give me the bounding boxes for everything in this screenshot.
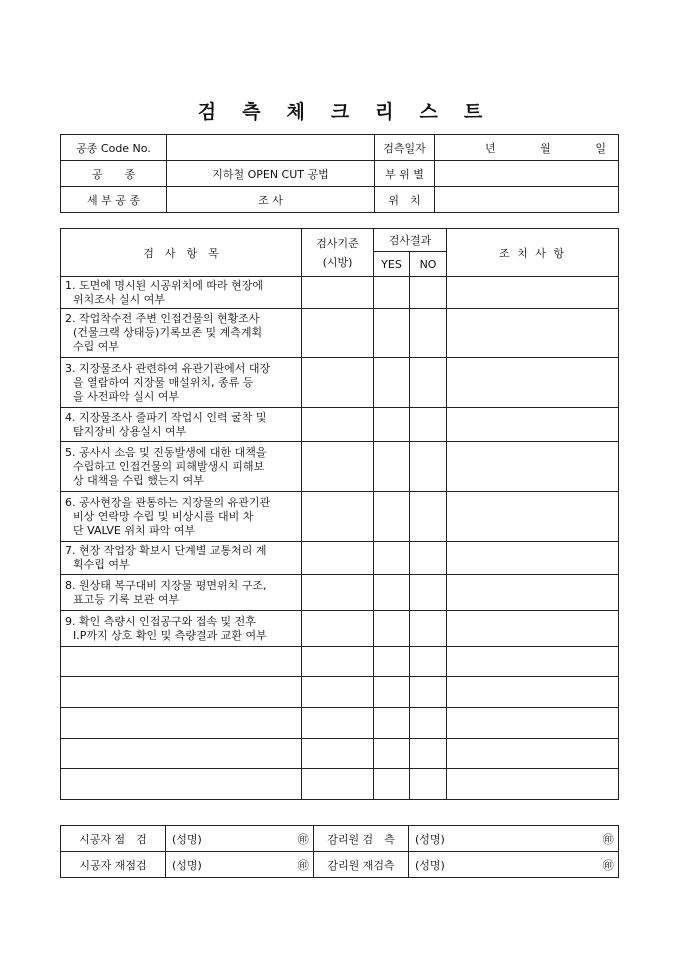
no-cell[interactable]	[410, 739, 447, 769]
no-cell[interactable]	[410, 611, 447, 647]
contractor-reinspect-label: 시공자 재점검	[61, 852, 166, 878]
supervisor-reinspect-sign[interactable]	[409, 852, 599, 878]
inspect-date-label: 검측일자	[375, 135, 435, 161]
no-cell[interactable]	[410, 408, 447, 442]
title-char: 트	[463, 101, 483, 123]
standard-cell[interactable]	[302, 739, 374, 769]
standard-cell[interactable]	[302, 358, 374, 408]
action-cell[interactable]	[447, 739, 619, 769]
date-month: 월	[540, 141, 551, 155]
yes-cell[interactable]	[374, 611, 410, 647]
yes-cell[interactable]	[374, 277, 410, 309]
position-label: 위 치	[375, 187, 435, 213]
checklist-item	[61, 611, 302, 647]
action-cell[interactable]	[447, 358, 619, 408]
work-code-label: 공종 Code No.	[61, 135, 167, 161]
checklist-item	[61, 442, 302, 492]
standard-cell[interactable]	[302, 277, 374, 309]
seal-icon: ㊞	[599, 826, 619, 852]
item-line: 을 열람하여 지장물 매설위치, 종류 등	[73, 375, 254, 389]
location-value[interactable]	[435, 161, 619, 187]
blank-item-cell[interactable]	[61, 739, 302, 769]
signature-table	[60, 825, 619, 878]
seal-icon: ㊞	[294, 852, 314, 878]
item-line: 2. 작업착수전 주변 인접건물의 현황조사	[65, 312, 260, 325]
title-char: 크	[330, 101, 350, 123]
sign-label: (성명)	[172, 858, 202, 872]
no-cell[interactable]	[410, 708, 447, 739]
yes-cell[interactable]	[374, 739, 410, 769]
date-year: 년	[485, 141, 496, 155]
checklist-item	[61, 408, 302, 442]
item-line: 비상 연락망 수립 및 비상시를 대비 차	[73, 509, 254, 523]
item-line: 수립하고 인접건물의 피해발생시 피해보	[73, 459, 265, 473]
date-day: 일	[595, 141, 606, 155]
yes-cell[interactable]	[374, 309, 410, 358]
sign-label: (성명)	[415, 832, 445, 846]
col-yes-header: YES	[374, 252, 410, 277]
checklist-item	[61, 277, 302, 309]
item-line: 표고등 기록 보관 여부	[73, 592, 180, 606]
item-line: 9. 확인 측량시 인접공구와 접속 및 전후	[65, 614, 256, 628]
supervisor-inspect-sign[interactable]	[409, 826, 599, 852]
item-line: 8. 원상태 복구대비 지장물 평면위치 구조,	[65, 578, 267, 592]
seal-icon: ㊞	[599, 852, 619, 878]
action-cell[interactable]	[447, 575, 619, 611]
checklist-item	[61, 542, 302, 575]
yes-cell[interactable]	[374, 769, 410, 800]
blank-item-cell[interactable]	[61, 677, 302, 708]
sign-label: (성명)	[172, 832, 202, 846]
col-result-header: 검사결과	[374, 229, 447, 252]
no-cell[interactable]	[410, 575, 447, 611]
standard-cell[interactable]	[302, 309, 374, 358]
no-cell[interactable]	[410, 442, 447, 492]
action-cell[interactable]	[447, 647, 619, 677]
action-cell[interactable]	[447, 611, 619, 647]
standard-cell[interactable]	[302, 708, 374, 739]
checklist-item	[61, 358, 302, 408]
supervisor-reinspect-label: 감리원 재검측	[314, 852, 409, 878]
checklist-item	[61, 309, 302, 358]
col-no-header: NO	[410, 252, 447, 277]
checklist-item	[61, 492, 302, 542]
standard-cell[interactable]	[302, 492, 374, 542]
title-char: 리	[375, 101, 394, 123]
item-line: 1. 도면에 명시된 시공위치에 따라 현장에	[65, 278, 263, 292]
action-cell[interactable]	[447, 769, 619, 800]
standard-cell[interactable]	[302, 542, 374, 575]
standard-cell[interactable]	[302, 408, 374, 442]
standard-cell[interactable]	[302, 677, 374, 708]
work-type-label: 공 종	[61, 161, 167, 187]
yes-cell[interactable]	[374, 358, 410, 408]
item-line: 을 사전파악 실시 여부	[73, 389, 180, 403]
work-code-value[interactable]	[167, 135, 375, 161]
blank-item-cell[interactable]	[61, 708, 302, 739]
no-cell[interactable]	[410, 358, 447, 408]
action-cell[interactable]	[447, 309, 619, 358]
position-value[interactable]	[435, 187, 619, 213]
contractor-reinspect-sign[interactable]	[166, 852, 294, 878]
yes-cell[interactable]	[374, 647, 410, 677]
contractor-inspect-sign[interactable]	[166, 826, 294, 852]
col-standard-line2: (시방)	[322, 255, 353, 269]
title-char: 측	[242, 101, 261, 123]
checklist-item	[61, 575, 302, 611]
no-cell[interactable]	[410, 309, 447, 358]
standard-cell[interactable]	[302, 611, 374, 647]
item-line: 5. 공사시 소음 및 진동발생에 대한 대책을	[65, 445, 267, 459]
seal-icon: ㊞	[294, 826, 314, 852]
col-standard-line1: 검사기준	[316, 236, 359, 250]
col-standard-header	[302, 229, 374, 277]
no-cell[interactable]	[410, 677, 447, 708]
blank-item-cell[interactable]	[61, 769, 302, 800]
sign-label: (성명)	[415, 858, 445, 872]
yes-cell[interactable]	[374, 542, 410, 575]
yes-cell[interactable]	[374, 442, 410, 492]
checklist-table	[60, 228, 619, 800]
blank-item-cell[interactable]	[61, 647, 302, 677]
col-item-header: 검 사 항 목	[61, 229, 302, 277]
inspect-date-value[interactable]	[435, 135, 619, 161]
action-cell[interactable]	[447, 442, 619, 492]
item-line: 획수립 여부	[73, 558, 130, 571]
no-cell[interactable]	[410, 277, 447, 309]
title-char: 검	[197, 101, 217, 123]
standard-cell[interactable]	[302, 769, 374, 800]
action-cell[interactable]	[447, 492, 619, 542]
standard-cell[interactable]	[302, 647, 374, 677]
no-cell[interactable]	[410, 769, 447, 800]
location-label: 부 위 별	[375, 161, 435, 187]
item-line: 위치조사 실시 여부	[73, 292, 166, 306]
item-line: 탐지장비 상용실시 여부	[73, 424, 187, 438]
action-cell[interactable]	[447, 708, 619, 739]
action-cell[interactable]	[447, 277, 619, 309]
page-title	[0, 97, 680, 124]
yes-cell[interactable]	[374, 408, 410, 442]
contractor-inspect-label: 시공자 점 검	[61, 826, 166, 852]
standard-cell[interactable]	[302, 442, 374, 492]
action-cell[interactable]	[447, 677, 619, 708]
no-cell[interactable]	[410, 647, 447, 677]
title-char: 체	[286, 101, 305, 123]
detail-label: 세 부 공 종	[61, 187, 167, 213]
item-line: (건물크랙 상태등)기록보존 및 계측계획	[73, 326, 263, 339]
item-line: 단 VALVE 위치 파악 여부	[73, 523, 196, 537]
title-char: 스	[419, 101, 438, 123]
action-cell[interactable]	[447, 408, 619, 442]
yes-cell[interactable]	[374, 677, 410, 708]
work-type-value[interactable]: 지하철 OPEN CUT 공법	[167, 161, 375, 187]
no-cell[interactable]	[410, 542, 447, 575]
detail-value[interactable]: 조 사	[167, 187, 375, 213]
action-cell[interactable]	[447, 542, 619, 575]
item-line: I.P까지 상호 확인 및 측량결과 교환 여부	[73, 628, 267, 642]
item-line: 4. 지장물조사 줄파기 작업시 인력 굴착 및	[65, 410, 267, 424]
yes-cell[interactable]	[374, 708, 410, 739]
col-action-header: 조 치 사 항	[447, 229, 619, 277]
item-line: 6. 공사현장을 관통하는 지장물의 유관기관	[65, 495, 271, 509]
yes-cell[interactable]	[374, 575, 410, 611]
yes-cell[interactable]	[374, 492, 410, 542]
supervisor-inspect-label: 감리원 검 측	[314, 826, 409, 852]
item-line: 3. 지장물조사 관련하여 유관기관에서 대장	[65, 361, 271, 375]
item-line: 7. 현장 작업장 확보시 단계별 교통처리 계	[65, 544, 267, 557]
item-line: 상 대책을 수립 했는지 여부	[73, 473, 204, 487]
header-table	[60, 134, 619, 213]
no-cell[interactable]	[410, 492, 447, 542]
standard-cell[interactable]	[302, 575, 374, 611]
item-line: 수립 여부	[73, 340, 120, 353]
